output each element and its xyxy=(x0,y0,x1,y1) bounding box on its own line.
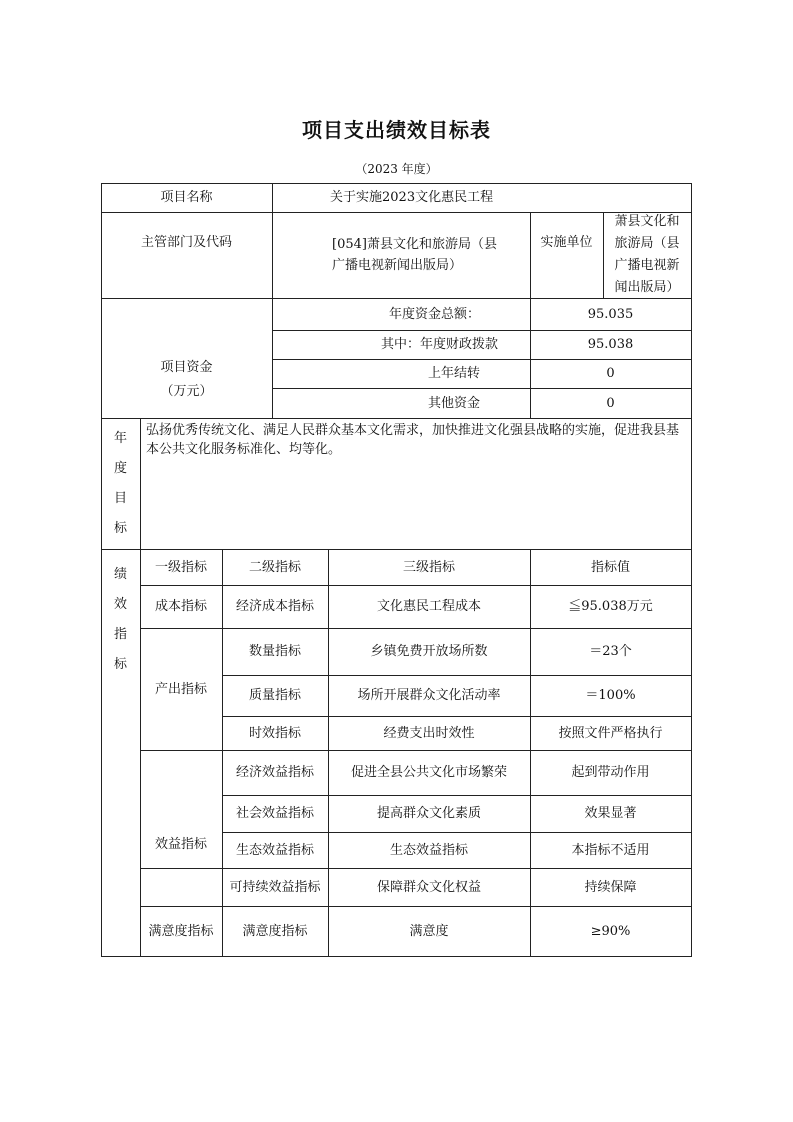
funds-row-label: 其中：年度财政拨款 xyxy=(380,337,498,352)
project-name-label: 项目名称 xyxy=(160,190,213,205)
funds-row-value: 95.038 xyxy=(587,337,634,352)
goal-label: 年 度 目 标 xyxy=(113,431,127,536)
level3-cell: 场所开展群众文化活动率 xyxy=(357,688,501,703)
funds-label-line1: 项目资金 xyxy=(160,360,213,375)
level2-cell: 时效指标 xyxy=(248,725,301,741)
value-cell: ≦95.038万元 xyxy=(568,599,653,614)
level2-cell: 生态效益指标 xyxy=(235,842,314,858)
dept-value-line1: [054]萧县文化和旅游局（县 xyxy=(332,237,497,252)
indicators-label: 绩 效 指 标 xyxy=(113,567,127,672)
year-note: （2023 年度） xyxy=(355,162,438,176)
impl-value-line: 旅游局（县 xyxy=(614,236,680,251)
header-level1: 一级指标 xyxy=(154,559,207,575)
funds-row-value: 0 xyxy=(606,366,615,381)
header-value: 指标值 xyxy=(590,559,630,575)
funds-row-value: 95.035 xyxy=(587,306,634,322)
goal-text: 弘扬优秀传统文化、满足人民群众基本文化需求，加快推进文化强县战略的实施，促进我县基本公共文化服务标准化、均等化。 xyxy=(146,423,680,457)
value-cell: 本指标不适用 xyxy=(571,842,650,858)
project-name-value: 关于实施2023文化惠民工程 xyxy=(330,190,494,205)
funds-row-value: 0 xyxy=(606,395,615,411)
dept-value xyxy=(272,212,530,298)
header-level2: 二级指标 xyxy=(248,559,301,575)
level2-cell: 社会效益指标 xyxy=(235,806,314,821)
level3-cell: 经费支出时效性 xyxy=(383,725,475,741)
value-cell: ≥90% xyxy=(590,923,631,939)
header-level3: 三级指标 xyxy=(402,559,455,575)
level1-satisfaction: 满意度指标 xyxy=(148,923,214,939)
level2-cell: 经济效益指标 xyxy=(235,765,314,780)
impl-label: 实施单位 xyxy=(540,234,593,250)
value-cell: ＝23个 xyxy=(589,644,632,659)
impl-value-line: 闻出版局） xyxy=(614,280,680,295)
value-cell: 持续保障 xyxy=(584,879,637,895)
level3-cell: 提高群众文化素质 xyxy=(376,806,481,821)
level1-cost: 成本指标 xyxy=(154,599,207,614)
level3-cell: 满意度 xyxy=(409,923,449,939)
level3-cell: 生态效益指标 xyxy=(389,842,468,858)
impl-value xyxy=(603,212,691,298)
level1-benefit: 效益指标 xyxy=(154,836,207,852)
dept-label: 主管部门及代码 xyxy=(140,234,232,250)
level2-cell: 经济成本指标 xyxy=(235,599,314,614)
value-cell: 起到带动作用 xyxy=(571,765,650,780)
level1-output: 产出指标 xyxy=(154,681,207,697)
funds-label xyxy=(101,350,272,410)
level2-cell: 满意度指标 xyxy=(242,923,308,939)
dept-value-line2: 广播电视新闻出版局） xyxy=(332,258,463,273)
value-cell: ＝100% xyxy=(585,688,636,703)
level3-cell: 保障群众文化权益 xyxy=(376,879,481,895)
impl-value-line: 广播电视新 xyxy=(614,258,680,273)
value-cell: 按照文件严格执行 xyxy=(558,725,663,741)
level3-cell: 促进全县公共文化市场繁荣 xyxy=(350,765,507,780)
funds-label-line2: （万元） xyxy=(160,384,213,399)
funds-row-label: 其他资金 xyxy=(427,395,480,411)
funds-row-label: 上年结转 xyxy=(427,366,480,381)
level3-cell: 文化惠民工程成本 xyxy=(376,599,481,614)
impl-value-line: 萧县文化和 xyxy=(614,214,680,229)
level2-cell: 可持续效益指标 xyxy=(229,879,321,895)
level2-cell: 数量指标 xyxy=(248,644,301,659)
funds-row-label: 年度资金总额： xyxy=(388,306,480,322)
value-cell: 效果显著 xyxy=(584,806,637,821)
level3-cell: 乡镇免费开放场所数 xyxy=(370,644,488,659)
page-title: 项目支出绩效目标表 xyxy=(302,118,491,142)
level2-cell: 质量指标 xyxy=(248,688,301,703)
